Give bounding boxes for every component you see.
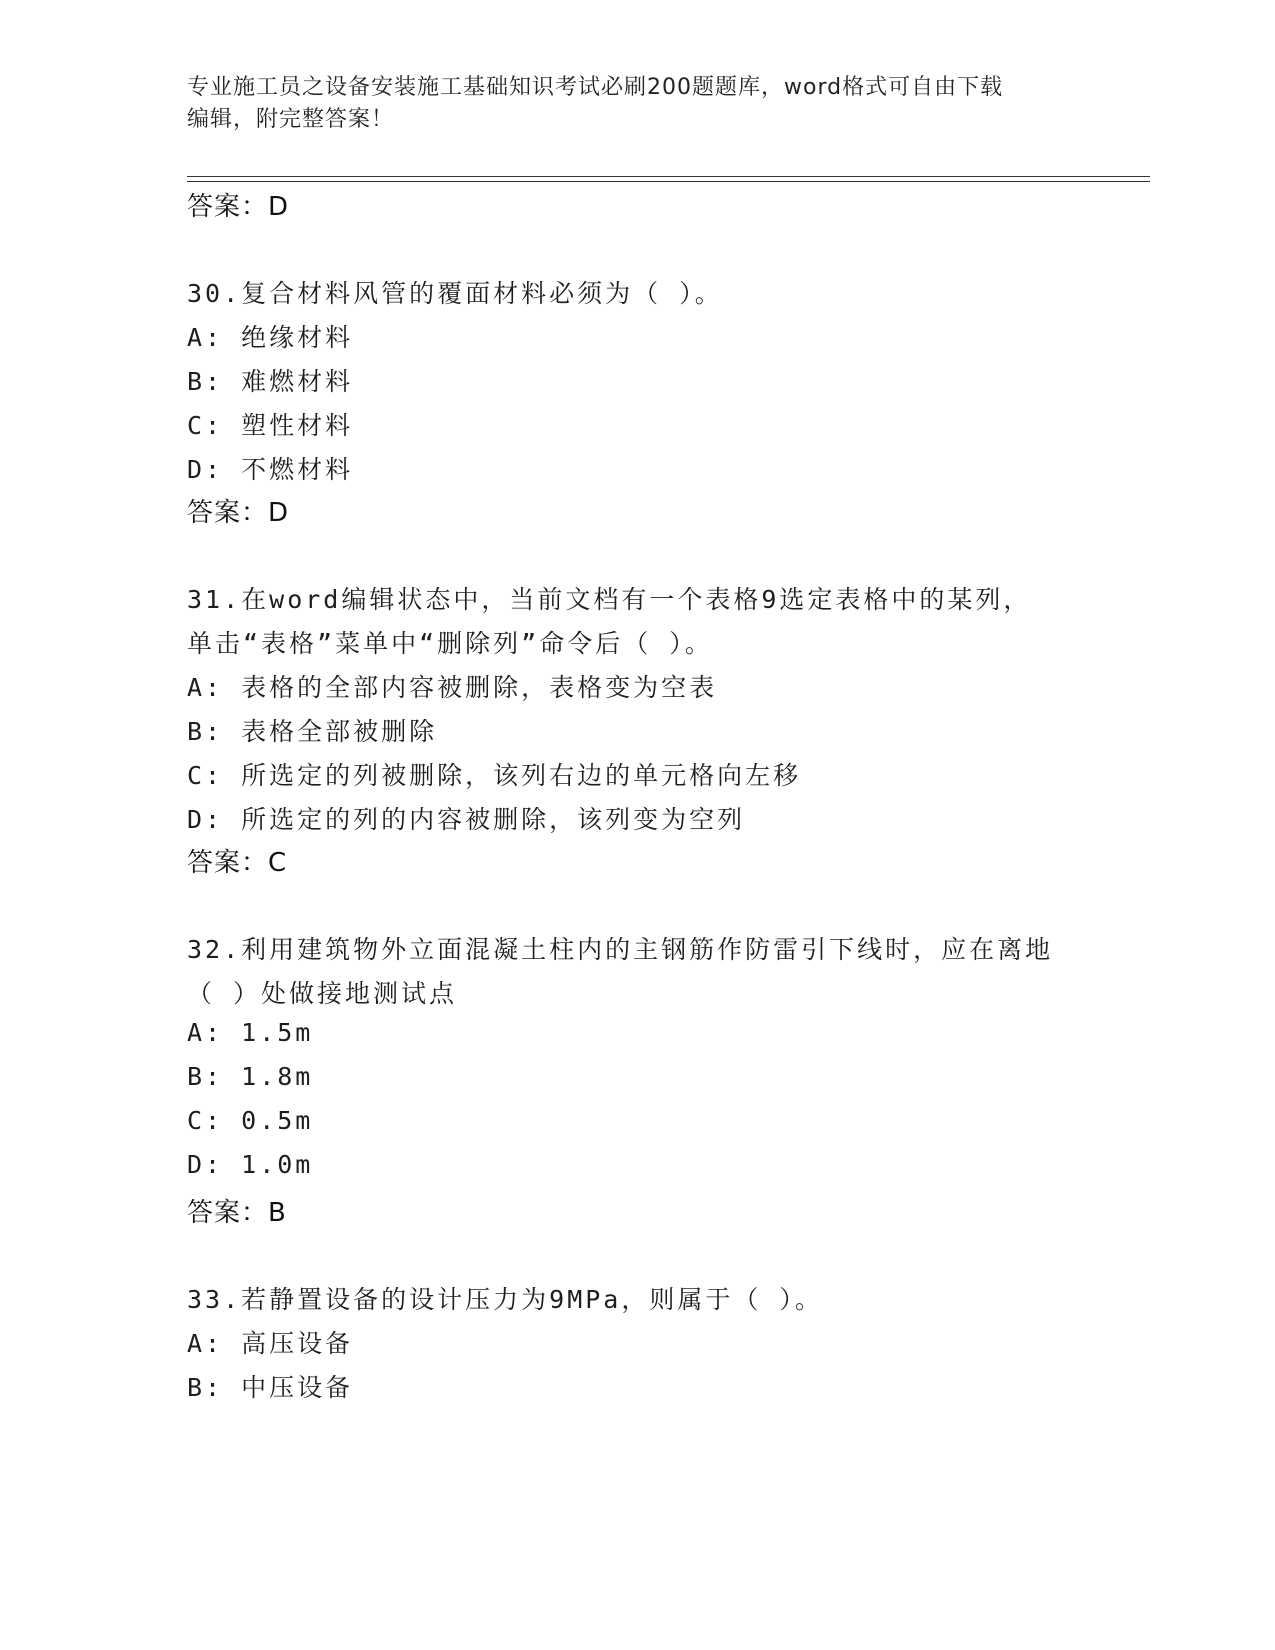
question-31-stem-line-1: 31.在word编辑状态中，当前文档有一个表格9选定表格中的某列， <box>187 585 1032 614</box>
question-32-option-c: C: 0.5m <box>187 1106 314 1135</box>
header-divider-top <box>187 176 1150 177</box>
header-line-1: 专业施工员之设备安装施工基础知识考试必刷200题题库，word格式可自由下载 <box>187 75 1004 100</box>
question-33-option-b: B: 中压设备 <box>187 1373 354 1402</box>
question-31-option-a: A: 表格的全部内容被删除，表格变为空表 <box>187 673 718 702</box>
question-32-option-a: A: 1.5m <box>187 1018 314 1047</box>
question-30-option-c: C: 塑性材料 <box>187 411 354 440</box>
header-line-2: 编辑，附完整答案！ <box>187 107 395 132</box>
answer-q32: 答案：B <box>187 1198 287 1228</box>
question-32-option-d: D: 1.0m <box>187 1150 314 1179</box>
question-30-option-b: B: 难燃材料 <box>187 367 354 396</box>
question-30-stem: 30.复合材料风管的覆面材料必须为（ ）。 <box>187 279 723 308</box>
question-32-option-b: B: 1.8m <box>187 1062 314 1091</box>
question-33-stem: 33.若静置设备的设计压力为9MPa，则属于（ ）。 <box>187 1285 823 1314</box>
answer-q30: 答案：D <box>187 498 290 528</box>
question-32-stem-line-2: （ ）处做接地测试点 <box>187 979 458 1008</box>
header-divider-bottom <box>187 181 1150 182</box>
question-30-option-d: D: 不燃材料 <box>187 455 354 484</box>
question-31-option-d: D: 所选定的列的内容被删除，该列变为空列 <box>187 805 746 834</box>
question-32-stem-line-1: 32.利用建筑物外立面混凝土柱内的主钢筋作防雷引下线时，应在离地 <box>187 935 1054 964</box>
question-33-option-a: A: 高压设备 <box>187 1329 354 1358</box>
answer-q31: 答案：C <box>187 848 288 878</box>
answer-q29: 答案：D <box>187 192 290 222</box>
document-header <box>187 72 1067 136</box>
question-31-option-b: B: 表格全部被删除 <box>187 717 438 746</box>
question-31-stem-line-2: 单击“表格”菜单中“删除列”命令后（ ）。 <box>187 629 713 658</box>
question-30-option-a: A: 绝缘材料 <box>187 323 354 352</box>
question-31-option-c: C: 所选定的列被删除，该列右边的单元格向左移 <box>187 761 802 790</box>
